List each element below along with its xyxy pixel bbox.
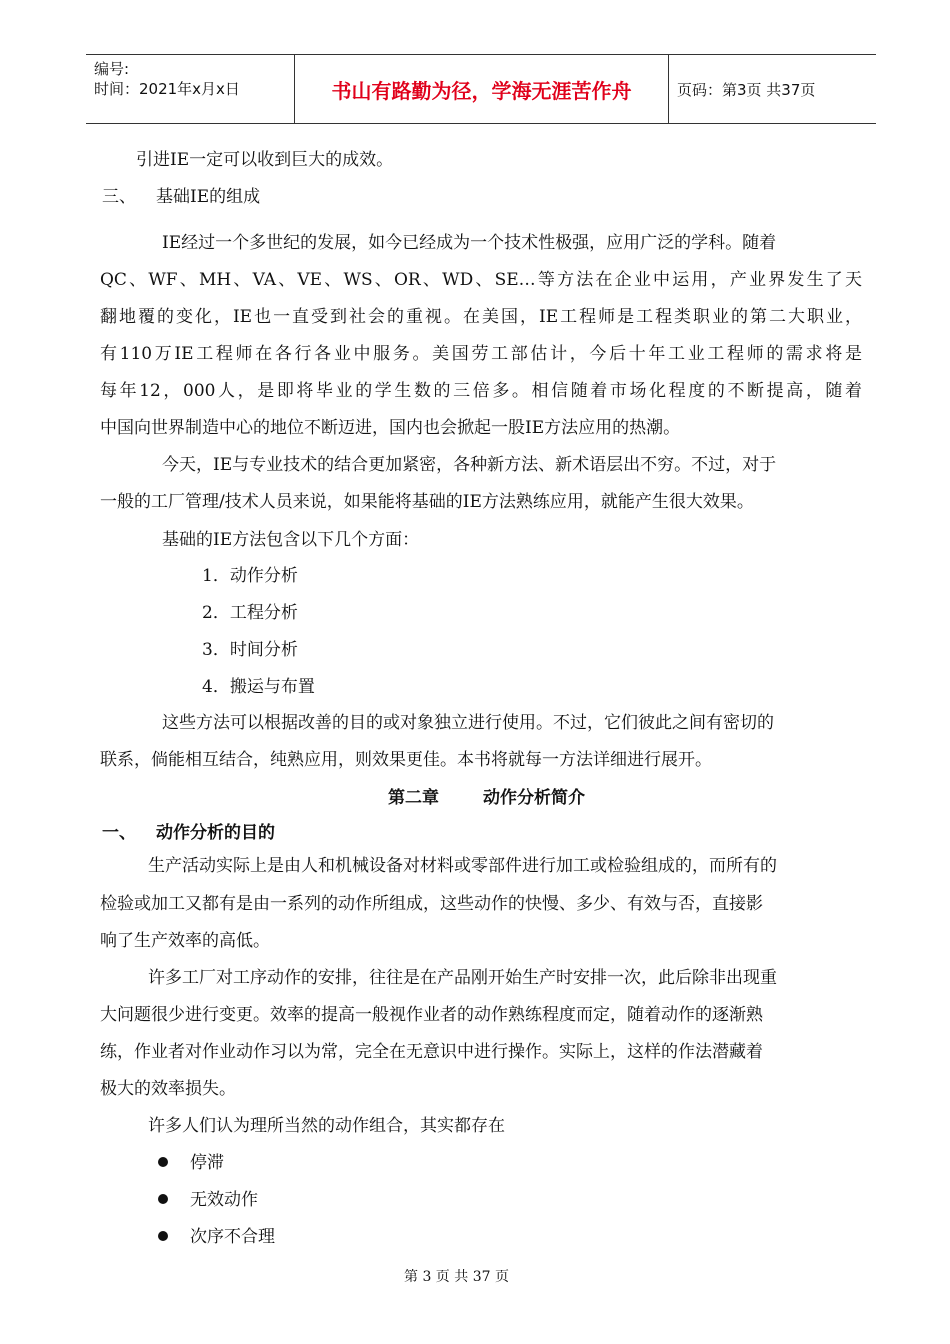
list-item: 4．搬运与布置 [202,677,315,697]
section-title: 基础IE的组成 [156,187,261,207]
paragraph-line: 大问题很少进行变更。效率的提高一般视作业者的动作熟练程度而定，随着动作的逐渐熟 [100,1005,763,1025]
bullet-icon [158,1194,168,1204]
section-title: 动作分析的目的 [156,823,275,843]
bullet-text: 无效动作 [190,1190,258,1210]
paragraph-line: 检验或加工又都有是由一系列的动作所组成，这些动作的快慢、多少、有效与否，直接影 [100,894,763,914]
bullet-icon [158,1231,168,1241]
page-footer: 第 3 页 共 37 页 [404,1269,509,1285]
bullet-text: 次序不合理 [190,1227,275,1247]
section-heading [102,821,275,845]
chapter-heading [388,786,585,810]
bullet-icon [158,1157,168,1167]
header-motto: 书山有路勤为径，学海无涯苦作舟 [294,55,669,123]
paragraph-line: 联系，倘能相互结合，纯熟应用，则效果更佳。本书将就每一方法详细进行展开。 [100,750,712,770]
bullet-item [158,1225,275,1249]
serial-label: 编号: [94,60,130,78]
chapter-number: 第二章 [388,788,439,808]
paragraph-line: 练，作业者对作业动作习以为常，完全在无意识中进行操作。实际上，这样的作法潜藏着 [100,1042,763,1062]
list-item: 1．动作分析 [202,566,298,586]
header-meta [86,55,294,123]
paragraph-line: 响了生产效率的高低。 [100,931,270,951]
paragraph-line: QC、WF、MH、VA、VE、WS、OR、WD、SE…等方法在企业中运用，产业界发生了天 [100,270,862,290]
time-label: 时间：2021年x月x日 [94,80,240,98]
list-item: 3．时间分析 [202,640,298,660]
paragraph-line: IE经过一个多世纪的发展，如今已经成为一个技术性极强，应用广泛的学科。随着 [162,233,777,253]
section-number: 一、 [102,823,136,843]
paragraph-line: 许多工厂对工序动作的安排，往往是在产品刚开始生产时安排一次，此后除非出现重 [148,968,777,988]
paragraph-line: 有110万IE工程师在各行各业中服务。美国劳工部估计，今后十年工业工程师的需求将是 [100,344,862,364]
bullet-text: 停滞 [190,1153,224,1173]
paragraph-line: 极大的效率损失。 [100,1079,236,1099]
paragraph-line: 一般的工厂管理/技术人员来说，如果能将基础的IE方法熟练应用，就能产生很大效果。 [100,492,754,512]
paragraph-line: 基础的IE方法包含以下几个方面： [162,530,420,550]
header-page-info: 页码：第3页 共37页 [677,80,816,99]
bullet-item [158,1151,224,1175]
paragraph-line: 许多人们认为理所当然的动作组合，其实都存在 [148,1116,505,1136]
page-header [86,54,876,124]
paragraph-line: 翻地覆的变化，IE也一直受到社会的重视。在美国，IE工程师是工程类职业的第二大职业， [100,307,862,327]
section-heading [102,185,260,209]
paragraph-line: 生产活动实际上是由人和机械设备对材料或零部件进行加工或检验组成的，而所有的 [148,856,777,876]
chapter-title: 动作分析简介 [483,788,585,808]
paragraph-line: 中国向世界制造中心的地位不断迈进，国内也会掀起一股IE方法应用的热潮。 [100,418,681,438]
paragraph-line: 引进IE一定可以收到巨大的成效。 [136,150,394,170]
paragraph-line: 每年12，000人，是即将毕业的学生数的三倍多。相信随着市场化程度的不断提高，随着 [100,381,862,401]
section-number: 三、 [102,187,136,207]
list-item: 2．工程分析 [202,603,298,623]
paragraph-line: 这些方法可以根据改善的目的或对象独立进行使用。不过，它们彼此之间有密切的 [162,713,774,733]
paragraph-line: 今天，IE与专业技术的结合更加紧密，各种新方法、新术语层出不穷。不过，对于 [162,455,777,475]
bullet-item [158,1188,258,1212]
